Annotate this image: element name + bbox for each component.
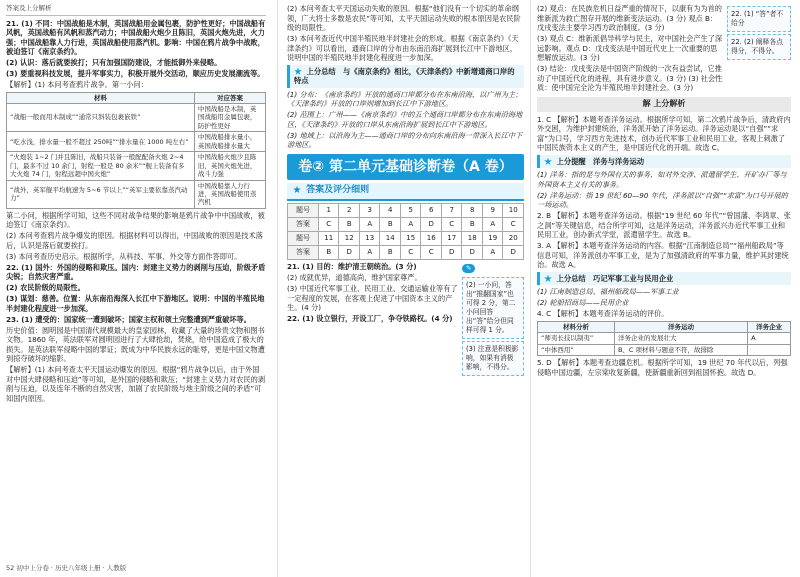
q23-analysis: 【解析】(1) 本问考查太平天国运动爆发的原因。根据“鸦片战争以后，由于外国对中国大肆侵略和压迫”等可知，是外国的侵略和欺压；“封建主义势力对农民的剥削与压迫，以及连年不断的自然灾害，加剧了农民阶级与地主阶级之间的矛盾”可知国内原因。 xyxy=(6,365,266,403)
answer-letter: D xyxy=(503,246,524,260)
star-icon xyxy=(544,275,552,283)
question-number: 8 xyxy=(462,204,483,218)
table-row xyxy=(7,104,266,132)
q22-answer-2: (2) 农民阶级的局限性。 xyxy=(6,283,85,293)
question-number: 10 xyxy=(503,204,524,218)
table-cell: “战外，英军舰平均航速为 5~6 节以上”“英军主要依靠蒸汽动力” xyxy=(7,180,195,208)
question-number: 20 xyxy=(503,232,524,246)
top-answers-block xyxy=(537,4,791,94)
answer-letter: A xyxy=(482,218,503,232)
answer-letter: C xyxy=(318,218,339,232)
grid-label: 答案 xyxy=(288,246,319,260)
analysis-item: 2. B 【解析】本题考查洋务运动。根据“19 世纪 60 年代”“曾国藩、李鸿章、张之洞”等关键信息，结合所学可知，这是洋务运动，洋务派兴办近代军事工业和民用工业，创办新式学堂，派遣留学生。故选 B。 xyxy=(537,211,791,240)
q21-answer: 21. (1) 目的：维护清王朝统治。(3 分) xyxy=(287,262,417,272)
table-header: 对应答案 xyxy=(194,92,265,103)
question-number: 4 xyxy=(380,204,401,218)
q21-q22-block xyxy=(287,262,524,377)
material-table xyxy=(6,92,266,209)
answer-letter: C xyxy=(400,246,421,260)
table-cell: A xyxy=(748,333,791,344)
answer-grid-row xyxy=(288,218,524,232)
q21-answer-1: 21. (1) 不同：中国战船是木制，英国战船用金属包裹，防护性更好；中国战船有风帆，英国战船有风帆和蒸汽动力；中国战船火炮少且陈旧，英国火炮先进，火力强；中国战船靠人力行进，英国战船使用蒸汽机。影响：中国在鸦片战争中战败，被迫签订《南京条约》。 xyxy=(6,18,266,57)
answer-letter: A xyxy=(359,218,380,232)
answer-letter: B xyxy=(339,218,360,232)
column-divider xyxy=(277,0,278,577)
analysis-paragraph: (3) 本问考查近代中国半殖民地半封建社会的形成。根据《南京条约》《天津条约》可以看出，通商口岸的分布由东南沿海扩展到长江中下游地区，说明中国的半殖民地半封建化程度进一步加深。 xyxy=(287,34,519,62)
summary-item: (1) 分布：《南京条约》开放的通商口岸都分布在东南沿海，以广州为主；《天津条约》开放的口岸则增加到长江中下游地区。 xyxy=(287,89,523,109)
q22-answer: 22. (1) 设立银行，开设工厂，争夺铁路权。(4 分) xyxy=(287,314,453,324)
q21-answer-2: (2) 认识：落后就要挨打；只有加强国防建设，才能抵御外来侵略。 xyxy=(6,58,222,68)
answer-paragraph: (3) 结论：戊戌变法是中国资产阶级的一次有益尝试，它推动了中国近代化的进程，具有进步意义。(3 分) (3) 社会性质：使中国完全沦为半殖民地半封建社会。(3 分) xyxy=(537,64,723,92)
analysis-item: 3. A 【解析】本题考查洋务运动的内容。根据“江南制造总局”“福州船政局”等信息可知，洋务派创办军事工业，是为了加强清政府的军事力量，维护其封建统治。故选 A。 xyxy=(537,241,789,270)
q22-answer-3: (3) 谋划：慈善。位置：从东南沿海深入长江中下游地区。说明：中国的半殖民地半封建化程度进一步加深。 xyxy=(6,294,265,313)
q22-answer-1: 22. (1) 国外：外国的侵略和欺压。国内：封建主义势力的剥削与压迫，阶级矛盾尖锐；自然灾害严重。 xyxy=(6,262,266,282)
right-column xyxy=(533,0,795,577)
summary-item: (3) 地域上：以沿海为主——通商口岸的分布向东南沿海一带深入长江中下游地区。 xyxy=(287,130,523,150)
analysis-item: 4. C 【解析】本题考查洋务运动的评价。 xyxy=(537,309,669,319)
after-table-text: 第二小问，根据所学可知，这些不同对战争结果的影响是鸦片战争中中国战败，被迫签订《南京条约》。 xyxy=(6,210,265,230)
question-number: 19 xyxy=(482,232,503,246)
table-cell: “火炮装 1~2 门并且陈旧，战船只装备一般配配备火炮 2~4 门，最多不过 10 余门，射程一般是 80 余米”“舰上装备有多大火炮 74 门，射程远超中国火炮” xyxy=(7,152,195,180)
q21-analysis-3: (3) 本问考查历史启示。根据所学，从科技、军事、外交等方面作答即可。 xyxy=(6,251,242,261)
reminder-tip xyxy=(537,155,791,169)
question-number: 1 xyxy=(318,204,339,218)
table-row xyxy=(7,132,266,152)
unit-banner: 卷② 第二单元基础诊断卷（A 卷） xyxy=(287,154,524,180)
star-icon xyxy=(294,68,302,76)
grid-label: 题号 xyxy=(288,204,319,218)
question-number: 12 xyxy=(339,232,360,246)
question-number: 9 xyxy=(482,204,503,218)
analysis-table xyxy=(537,321,791,356)
star-icon xyxy=(293,186,301,194)
question-number: 3 xyxy=(359,204,380,218)
top-answers xyxy=(537,4,723,94)
answer-grid-row xyxy=(288,204,524,218)
question-number: 18 xyxy=(462,232,483,246)
column-divider xyxy=(530,0,531,577)
tip-line: (1) 江南制造总局、福州船政局——军事工业 xyxy=(537,287,679,297)
table-cell: B、C 项材料与题意不符，故排除 xyxy=(614,344,747,355)
answer-letter: C xyxy=(441,218,462,232)
table-row xyxy=(7,152,266,180)
table-header: 洋务企业 xyxy=(748,321,791,332)
answer-key-banner xyxy=(287,183,524,201)
question-number: 17 xyxy=(441,232,462,246)
answer-letter: D xyxy=(441,246,462,260)
answer-grid xyxy=(287,203,524,260)
question-number: 11 xyxy=(318,232,339,246)
analysis-head: 【解析】(1) 本问考查鸦片战争。第一小问： xyxy=(6,80,148,90)
q21-line: (3) 中国近代军事工业、民用工业、交通运输业等有了一定程度的发展，在客观上促进了中国资本主义的产生。(4 分) xyxy=(287,284,458,313)
table-cell: 洋务企业的发展壮大 xyxy=(614,333,747,344)
table-row xyxy=(538,344,791,355)
right-scoring-notes xyxy=(727,4,791,94)
grid-label: 答案 xyxy=(288,218,319,232)
table-cell: “师夷长技以制夷” xyxy=(538,333,615,344)
answer-letter: A xyxy=(482,246,503,260)
question-number: 16 xyxy=(421,232,442,246)
scoring-note: 22. (2) 阐释各点得分，不得分。 xyxy=(727,34,791,60)
answer-letter: A xyxy=(400,218,421,232)
table-cell: 中国战船靠人力行进，英国战船使用蒸汽机 xyxy=(194,180,265,208)
q23-answer-1: 23. (1) 遭受的：国家统一遭到破坏；国家主权和领土完整遭到严重破坏等。 xyxy=(6,314,251,324)
scoring-notes xyxy=(462,262,524,377)
answer-letter: D xyxy=(421,218,442,232)
answer-letter: B xyxy=(380,218,401,232)
answer-letter: B xyxy=(318,246,339,260)
page-header: 答案及上分解析 xyxy=(6,4,266,16)
question-number: 5 xyxy=(400,204,421,218)
answer-letter: D xyxy=(462,246,483,260)
tip-line: (1) 洋务：指的是与外国有关的事务，如对外交涉、派遣留学生、开矿办厂等与外国资本主义有关的事务。 xyxy=(537,170,787,189)
analysis-item: 5. D 【解析】本题考查边疆危机。根据所学可知，19 世纪 70 年代以后，列强侵略中国边疆，左宗棠收复新疆，使新疆重新回到祖国怀抱。故选 D。 xyxy=(537,358,788,377)
q21-block xyxy=(287,262,458,377)
q21-line: (2) 成就优异，道德高尚，维护国家尊严。 xyxy=(287,273,422,283)
scoring-note: (3) 注意是积极影响，如果有消极影响，不得分。 xyxy=(462,341,524,376)
answer-grid-row xyxy=(288,232,524,246)
question-number: 14 xyxy=(380,232,401,246)
answer-letter: B xyxy=(462,218,483,232)
analysis-paragraph: (2) 本问考查太平天国运动失败的原因。根据“他们没有一个切实的革命纲领，广大将士多数是农民”等可知，太平天国运动失败的根本原因是农民阶级的局限性。 xyxy=(287,4,521,32)
table-header: 材料分析 xyxy=(538,321,615,332)
scoring-tag: ✎ xyxy=(462,264,475,273)
scoring-note: 22. (1) “答”者不给分 xyxy=(727,6,791,32)
tip-line: (2) 轮船招商局——民用企业 xyxy=(537,298,629,308)
table-row xyxy=(7,180,266,208)
table-cell: “战船一般而用木制成”“通常只斜装包裹嵌铁” xyxy=(7,104,195,132)
page-footer: 52 初中上分卷 · 历史八年级上册 · 人教版 xyxy=(6,564,127,573)
table-cell: “吃水浅，排水量一般不超过 250吨”“排水量在 1000 吨左右” xyxy=(7,132,195,152)
answer-letter: D xyxy=(339,246,360,260)
summary-tip xyxy=(537,272,791,286)
section-bar: 解 上分解析 xyxy=(537,97,791,112)
table-cell: “中体西用” xyxy=(538,344,615,355)
question-number: 6 xyxy=(421,204,442,218)
question-number: 15 xyxy=(400,232,421,246)
question-number: 2 xyxy=(339,204,360,218)
table-header: 材料 xyxy=(7,92,195,103)
middle-column xyxy=(283,0,528,577)
summary-tip xyxy=(287,65,524,88)
summary-item: (2) 范围上：广州——《南京条约》中的五个通商口岸都分布在东南沿海地区，《天津条约》开放的口岸从东南沿海扩展到长江中下游地区。 xyxy=(287,110,523,129)
reminder-tip-text: 上分提醒 洋务与洋务运动 xyxy=(556,156,645,166)
grid-label: 题号 xyxy=(288,232,319,246)
answer-letter: C xyxy=(503,218,524,232)
q23-answer-2: 历史价值：圆明园是中国清代规模最大的皇家园林，收藏了大量的珍贵文物和图书文物。1860 年，英法联军对圆明园进行了大肆抢劫，焚烧，给中国造成了极大的损失。是英法联军侵略中国的罪证；既成为中华民族永远的耻辱，更是中国文物遭到掠夺破坏的缩影。 xyxy=(6,325,265,364)
tip-line: (2) 洋务运动：指 19 世纪 60—90 年代，洋务派以“自强”“求富”为口号开展的一场运动。 xyxy=(537,190,788,210)
answer-letter: C xyxy=(421,246,442,260)
q21-answer-3: (3) 要重视科技发展，提升军事实力，积极开展外交活动，顺应历史发展潮流等。 xyxy=(6,69,265,79)
table-header: 洋务运动 xyxy=(614,321,747,332)
answer-paragraph: (3) 观点 C：维新派倡导科学与民主，对中国社会产生了深远影响。观点 D：戊戌变法是中国近代史上一次重要的思想解放运动。(3 分) xyxy=(537,34,723,62)
answer-letter: A xyxy=(359,246,380,260)
answer-key-title: 答案及评分细则 xyxy=(306,185,370,196)
summary-tip-text: 上分总结 巧记军事工业与民用企业 xyxy=(556,273,674,283)
answer-letter: B xyxy=(380,246,401,260)
summary-tip-text: 上分总结 与《南京条约》相比，《天津条约》中新增通商口岸的特点 xyxy=(294,66,515,86)
answer-paragraph: (2) 观点：在民族危机日益严重的情况下，以康有为为首的维新派为救亡图存开展的维新变法运动。(3 分) 观点 B：戊戌变法主要学习西方政治制度。(3 分) xyxy=(537,4,722,32)
table-cell: 中国战船火炮少且陈旧，英国火炮先进，战斗力强 xyxy=(194,152,265,180)
table-row xyxy=(538,333,791,344)
table-cell xyxy=(748,344,791,355)
q21-analysis-2: (2) 本问考查鸦片战争爆发的原因。根据材料可以得出，中国战败的原因是技术落后，认识是落后就要挨打。 xyxy=(6,231,263,250)
table-cell: 中国战船排水量小，英国战船排水量大 xyxy=(194,132,265,152)
analysis-item: 1. C 【解析】本题考查洋务运动。根据所学可知，第二次鸦片战争后，清政府内外交困，为维护封建统治，洋务派开始了洋务运动。洋务运动是以“自强”“求富”为口号，学习西方先进技术，创办近代军事工业和民用工业，客观上刺激了中国民族资本主义的产生，是中国近代化的开端。故选 C。 xyxy=(537,114,791,153)
question-number: 7 xyxy=(441,204,462,218)
star-icon xyxy=(544,158,552,166)
left-column xyxy=(0,0,272,577)
scoring-note: (2) 一小问，答出“推翻国家”也可得 2 分，第二小问回答出“答”给分但同样可得 1 分。 xyxy=(462,277,524,339)
table-cell: 中国战船是木制，英国战船用金属包裹，防护性更好 xyxy=(194,104,265,132)
question-number: 13 xyxy=(359,232,380,246)
answer-grid-row xyxy=(288,246,524,260)
